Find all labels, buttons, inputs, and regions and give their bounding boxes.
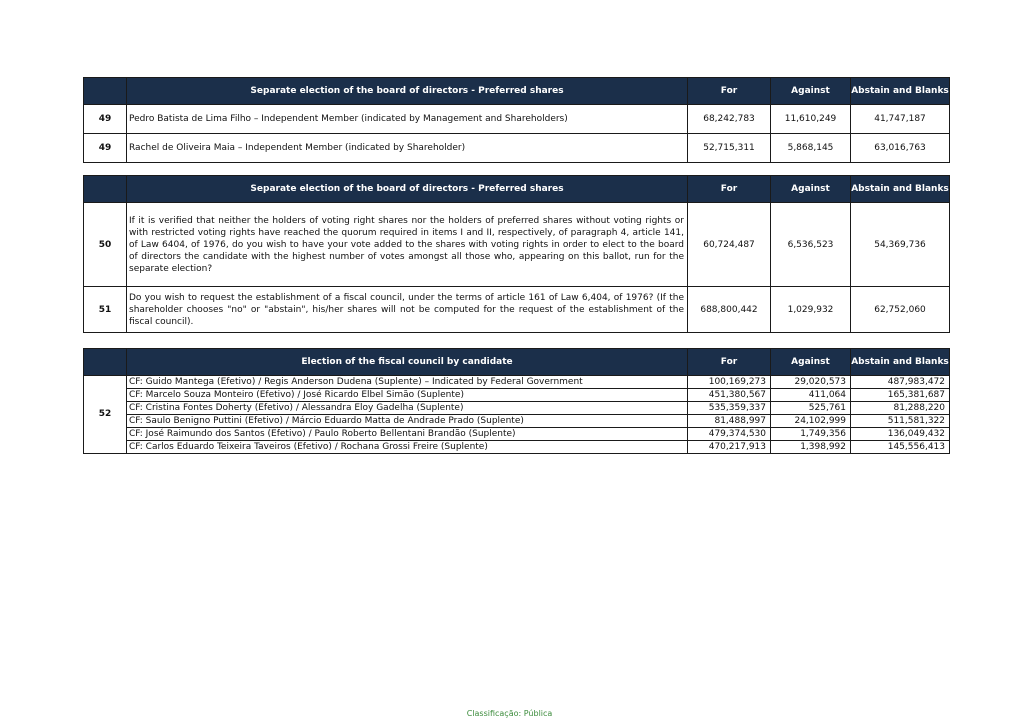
table-row [84, 287, 950, 333]
votes-abstain: 136,049,432 [851, 428, 950, 441]
table-row [84, 376, 950, 389]
table-row [84, 203, 950, 287]
votes-against: 29,020,573 [771, 376, 851, 389]
votes-against: 411,064 [771, 389, 851, 402]
votes-abstain: 62,752,060 [851, 287, 950, 333]
votes-against: 5,868,145 [771, 134, 851, 163]
header-item [84, 176, 127, 203]
votes-against: 24,102,999 [771, 415, 851, 428]
header-for: For [688, 176, 771, 203]
board-election-preferred-table-2 [83, 175, 950, 333]
votes-for: 60,724,487 [688, 203, 771, 287]
item-description: Do you wish to request the establishment of a fiscal council, under the terms of article 161 of Law 6,404, of 1976? (If the shareholder chooses "no" or "abstain", his/her shares will not be computed for the request of the establishment of the fiscal council). [127, 287, 688, 333]
candidate-description: CF: Carlos Eduardo Teixeira Taveiros (Efetivo) / Rochana Grossi Freire (Suplente) [127, 441, 688, 454]
table-row [84, 428, 950, 441]
header-for: For [688, 78, 771, 105]
header-item [84, 349, 127, 376]
votes-for: 470,217,913 [688, 441, 771, 454]
header-title: Separate election of the board of directors - Preferred shares [127, 176, 688, 203]
table-header-row [84, 349, 950, 376]
candidate-description: CF: Marcelo Souza Monteiro (Efetivo) / José Ricardo Elbel Simão (Suplente) [127, 389, 688, 402]
item-description: Rachel de Oliveira Maia – Independent Member (indicated by Shareholder) [127, 134, 688, 163]
header-item [84, 78, 127, 105]
table-header-row [84, 176, 950, 203]
header-against: Against [771, 78, 851, 105]
candidate-description: CF: José Raimundo dos Santos (Efetivo) / Paulo Roberto Bellentani Brandão (Suplente) [127, 428, 688, 441]
fiscal-council-election-table [83, 348, 950, 454]
table-row [84, 105, 950, 134]
votes-against: 525,761 [771, 402, 851, 415]
votes-abstain: 487,983,472 [851, 376, 950, 389]
header-abstain: Abstain and Blanks [851, 176, 950, 203]
votes-for: 535,359,337 [688, 402, 771, 415]
item-number: 51 [84, 287, 127, 333]
votes-against: 1,398,992 [771, 441, 851, 454]
item-description: If it is verified that neither the holders of voting right shares nor the holders of preferred shares without voting rights or with restricted voting rights have reached the quorum required in items I and II, respectively, of paragraph 4, article 141, of Law 6404, of 1976, do you wish to have your vote added to the shares with voting rights in order to elect to the board of directors the candidate with the highest number of votes amongst all those who, appearing on this ballot, run for the separate election? [127, 203, 688, 287]
votes-abstain: 165,381,687 [851, 389, 950, 402]
table-row [84, 402, 950, 415]
votes-for: 81,488,997 [688, 415, 771, 428]
votes-against: 11,610,249 [771, 105, 851, 134]
votes-abstain: 54,369,736 [851, 203, 950, 287]
votes-against: 6,536,523 [771, 203, 851, 287]
votes-for: 688,800,442 [688, 287, 771, 333]
votes-abstain: 41,747,187 [851, 105, 950, 134]
board-election-preferred-table-1 [83, 77, 950, 163]
votes-against: 1,749,356 [771, 428, 851, 441]
item-number: 49 [84, 105, 127, 134]
table-row [84, 134, 950, 163]
header-title: Election of the fiscal council by candidate [127, 349, 688, 376]
table-row [84, 415, 950, 428]
classification-footer: Classificação: Pública [466, 709, 553, 718]
table-header-row [84, 78, 950, 105]
votes-for: 68,242,783 [688, 105, 771, 134]
votes-for: 52,715,311 [688, 134, 771, 163]
candidate-description: CF: Cristina Fontes Doherty (Efetivo) / Alessandra Eloy Gadelha (Suplente) [127, 402, 688, 415]
votes-abstain: 81,288,220 [851, 402, 950, 415]
table-row [84, 441, 950, 454]
header-for: For [688, 349, 771, 376]
header-abstain: Abstain and Blanks [851, 349, 950, 376]
item-number: 49 [84, 134, 127, 163]
candidate-description: CF: Guido Mantega (Efetivo) / Regis Anderson Dudena (Suplente) – Indicated by Federal Government [127, 376, 688, 389]
item-number: 52 [84, 376, 127, 454]
item-description: Pedro Batista de Lima Filho – Independent Member (indicated by Management and Shareholders) [127, 105, 688, 134]
table-row [84, 389, 950, 402]
item-number: 50 [84, 203, 127, 287]
header-against: Against [771, 349, 851, 376]
votes-abstain: 145,556,413 [851, 441, 950, 454]
header-against: Against [771, 176, 851, 203]
header-abstain: Abstain and Blanks [851, 78, 950, 105]
votes-abstain: 511,581,322 [851, 415, 950, 428]
votes-for: 451,380,567 [688, 389, 771, 402]
header-title: Separate election of the board of directors - Preferred shares [127, 78, 688, 105]
votes-abstain: 63,016,763 [851, 134, 950, 163]
votes-for: 479,374,530 [688, 428, 771, 441]
candidate-description: CF: Saulo Benigno Puttini (Efetivo) / Márcio Eduardo Matta de Andrade Prado (Suplente) [127, 415, 688, 428]
votes-against: 1,029,932 [771, 287, 851, 333]
votes-for: 100,169,273 [688, 376, 771, 389]
